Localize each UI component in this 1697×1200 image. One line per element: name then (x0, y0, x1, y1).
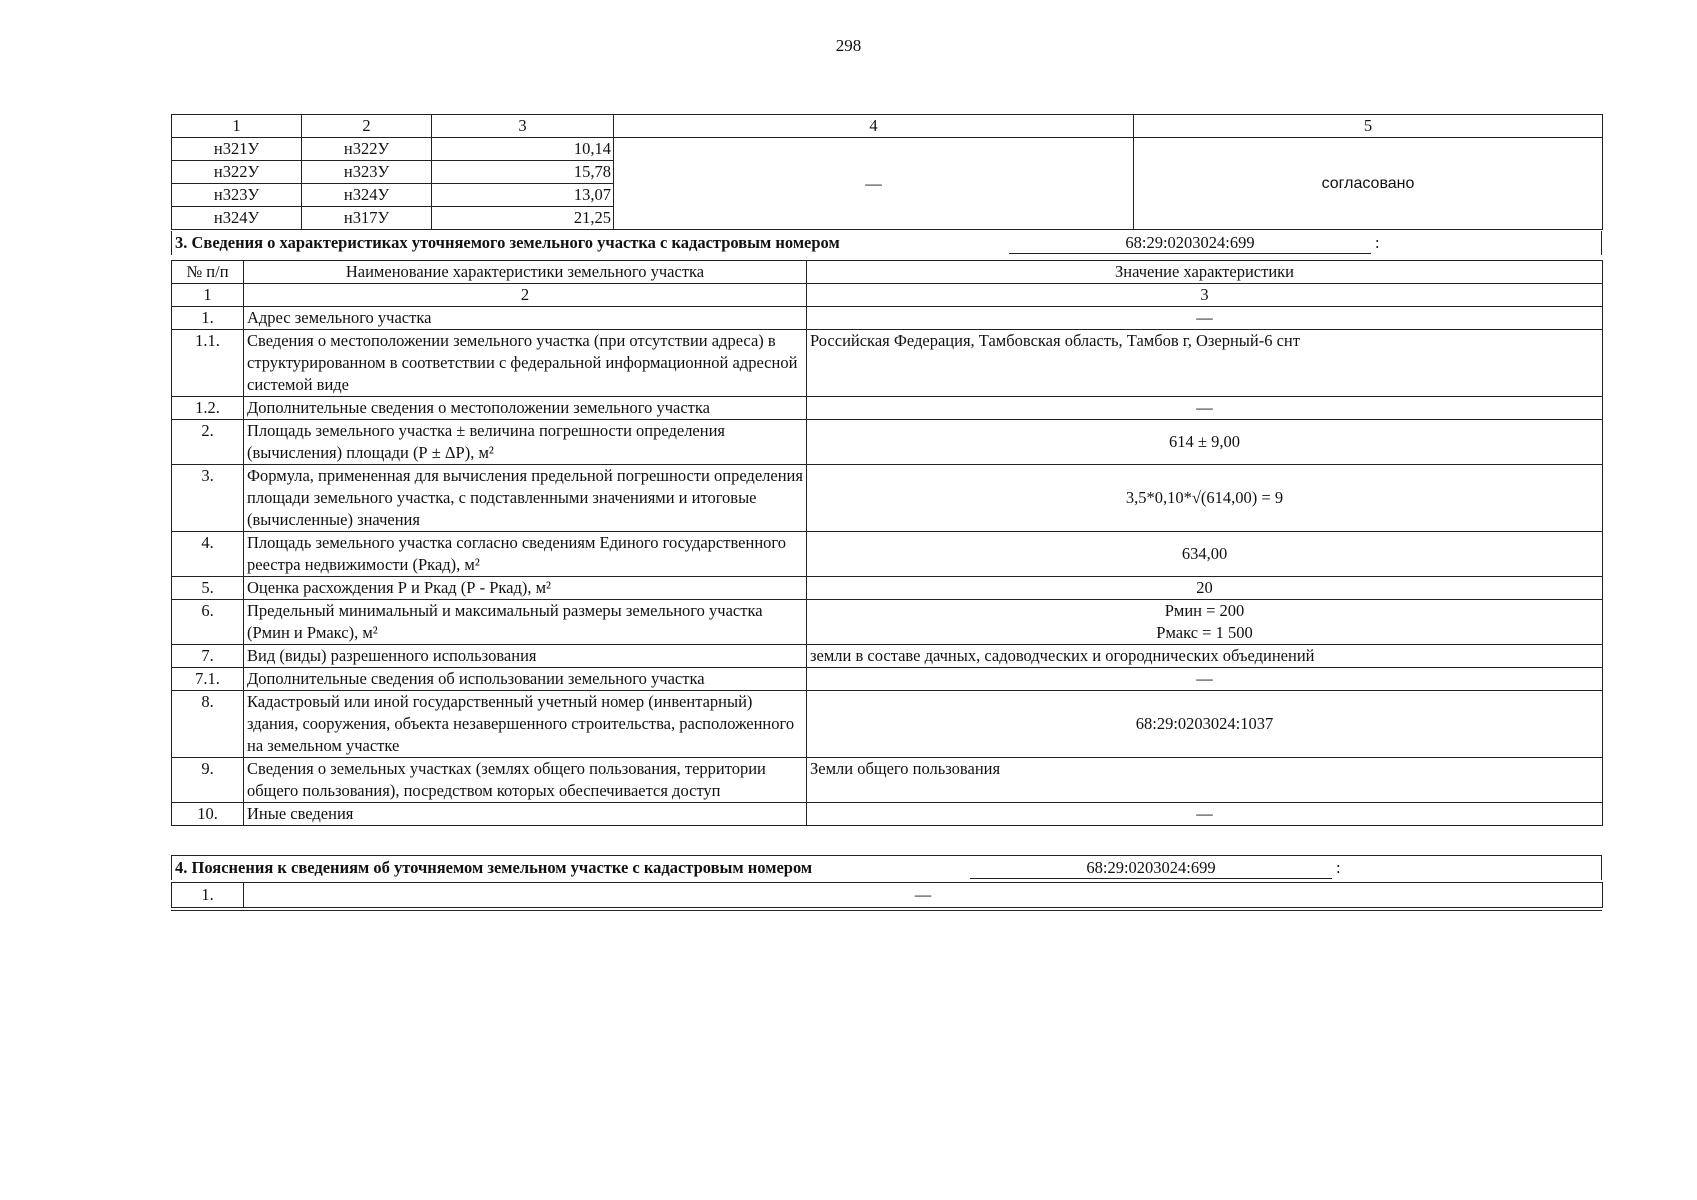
column-number: 2 (302, 115, 432, 138)
point-to: н317У (302, 207, 432, 230)
colon: : (1375, 233, 1380, 252)
characteristic-name: Формула, примененная для вычисления предельной погрешности определения площади земельного участка, с подставленными значениями и итоговые (вычисленные) значения (244, 465, 807, 532)
characteristic-value: — (807, 803, 1603, 826)
characteristic-value: — (807, 397, 1603, 420)
point-from: н323У (172, 184, 302, 207)
point-to: н324У (302, 184, 432, 207)
column-number: 3 (807, 284, 1603, 307)
row-number: 3. (172, 465, 244, 532)
row-number: 1.2. (172, 397, 244, 420)
point-from: н324У (172, 207, 302, 230)
column-number: 1 (172, 115, 302, 138)
column-number: 2 (244, 284, 807, 307)
table-row (172, 600, 1603, 645)
segment-length: 10,14 (432, 138, 614, 161)
note-value: — (244, 883, 1603, 908)
cadastral-number: 68:29:0203024:699 (1009, 231, 1371, 254)
segment-length: 21,25 (432, 207, 614, 230)
table-row (172, 138, 1603, 161)
column-number: 3 (432, 115, 614, 138)
row-number: 1. (172, 307, 244, 330)
characteristic-name: Сведения о земельных участках (землях общего пользования, территории общего пользования), посредством которых обеспечивается доступ (244, 758, 807, 803)
characteristic-value: 68:29:0203024:1037 (807, 691, 1603, 758)
table-row (172, 668, 1603, 691)
table-row (172, 397, 1603, 420)
section-4-title: 4. Пояснения к сведениям об уточняемом земельном участке с кадастровым номером (175, 858, 813, 877)
row-number: 7.1. (172, 668, 244, 691)
column-number: 4 (614, 115, 1134, 138)
table-row (172, 803, 1603, 826)
row-number: 5. (172, 577, 244, 600)
table-row (172, 307, 1603, 330)
row-number: 9. (172, 758, 244, 803)
max-size-value: Рмакс = 1 500 (1156, 623, 1253, 642)
row-number: 7. (172, 645, 244, 668)
characteristics-table (171, 260, 1603, 826)
characteristic-name: Площадь земельного участка ± величина погрешности определения (вычисления) площади (Р ± ΔР), м² (244, 420, 807, 465)
table-row (172, 420, 1603, 465)
characteristic-value: Земли общего пользования (807, 758, 1603, 803)
row-number: 10. (172, 803, 244, 826)
row-number: 6. (172, 600, 244, 645)
column-number: 1 (172, 284, 244, 307)
table-row (172, 577, 1603, 600)
segment-length: 15,78 (432, 161, 614, 184)
characteristic-value: 3,5*0,10*√(614,00) = 9 (807, 465, 1603, 532)
characteristic-value (807, 600, 1603, 645)
approval-status: согласовано (1134, 138, 1603, 230)
characteristic-name: Площадь земельного участка согласно сведениям Единого государственного реестра недвижимости (Ркад), м² (244, 532, 807, 577)
point-from: н322У (172, 161, 302, 184)
table-row (172, 758, 1603, 803)
section-4-title-row (171, 855, 1602, 880)
characteristic-value: Российская Федерация, Тамбовская область, Тамбов г, Озерный-6 снт (807, 330, 1603, 397)
table-header-numbers-row (172, 284, 1603, 307)
section-3-title-row (171, 231, 1602, 255)
characteristic-value: 20 (807, 577, 1603, 600)
characteristic-name: Кадастровый или иной государственный учетный номер (инвентарный) здания, сооружения, объекта незавершенного строительства, расположенного на земельном участке (244, 691, 807, 758)
characteristic-value: — (807, 668, 1603, 691)
header-cell: № п/п (172, 261, 244, 284)
characteristic-value: — (807, 307, 1603, 330)
point-to: н323У (302, 161, 432, 184)
boundary-segments-table (171, 114, 1603, 230)
column-4-value: — (614, 138, 1134, 230)
row-number: 2. (172, 420, 244, 465)
colon: : (1336, 858, 1341, 877)
page-number: 298 (835, 36, 862, 55)
header-cell: Значение характеристики (807, 261, 1603, 284)
characteristic-value: 614 ± 9,00 (807, 420, 1603, 465)
row-number: 8. (172, 691, 244, 758)
table-row (172, 465, 1603, 532)
point-to: н322У (302, 138, 432, 161)
row-number: 4. (172, 532, 244, 577)
row-number: 1.1. (172, 330, 244, 397)
table-row (172, 330, 1603, 397)
table-header-row (172, 115, 1603, 138)
column-number: 5 (1134, 115, 1603, 138)
characteristic-value: земли в составе дачных, садоводческих и огороднических объединений (807, 645, 1603, 668)
bottom-divider (171, 910, 1602, 911)
characteristic-name: Вид (виды) разрешенного использования (244, 645, 807, 668)
characteristic-name: Адрес земельного участка (244, 307, 807, 330)
characteristic-name: Оценка расхождения Р и Ркад (Р - Ркад), м² (244, 577, 807, 600)
min-size-value: Рмин = 200 (1164, 601, 1245, 620)
characteristic-name: Предельный минимальный и максимальный размеры земельного участка (Рмин и Рмакс), м² (244, 600, 807, 645)
point-from: н321У (172, 138, 302, 161)
row-number: 1. (172, 883, 244, 908)
notes-table (171, 882, 1603, 908)
cadastral-number: 68:29:0203024:699 (970, 856, 1332, 879)
characteristic-name: Дополнительные сведения об использовании земельного участка (244, 668, 807, 691)
table-row (172, 532, 1603, 577)
characteristic-name: Иные сведения (244, 803, 807, 826)
table-header-row (172, 261, 1603, 284)
table-row (172, 645, 1603, 668)
table-row (172, 883, 1603, 908)
table-row (172, 691, 1603, 758)
segment-length: 13,07 (432, 184, 614, 207)
characteristic-name: Сведения о местоположении земельного участка (при отсутствии адреса) в структурированном в соответствии с федеральной информационной адресной системой виде (244, 330, 807, 397)
header-cell: Наименование характеристики земельного участка (244, 261, 807, 284)
characteristic-value: 634,00 (807, 532, 1603, 577)
characteristic-name: Дополнительные сведения о местоположении земельного участка (244, 397, 807, 420)
section-3-title: 3. Сведения о характеристиках уточняемого земельного участка с кадастровым номером (175, 233, 840, 252)
